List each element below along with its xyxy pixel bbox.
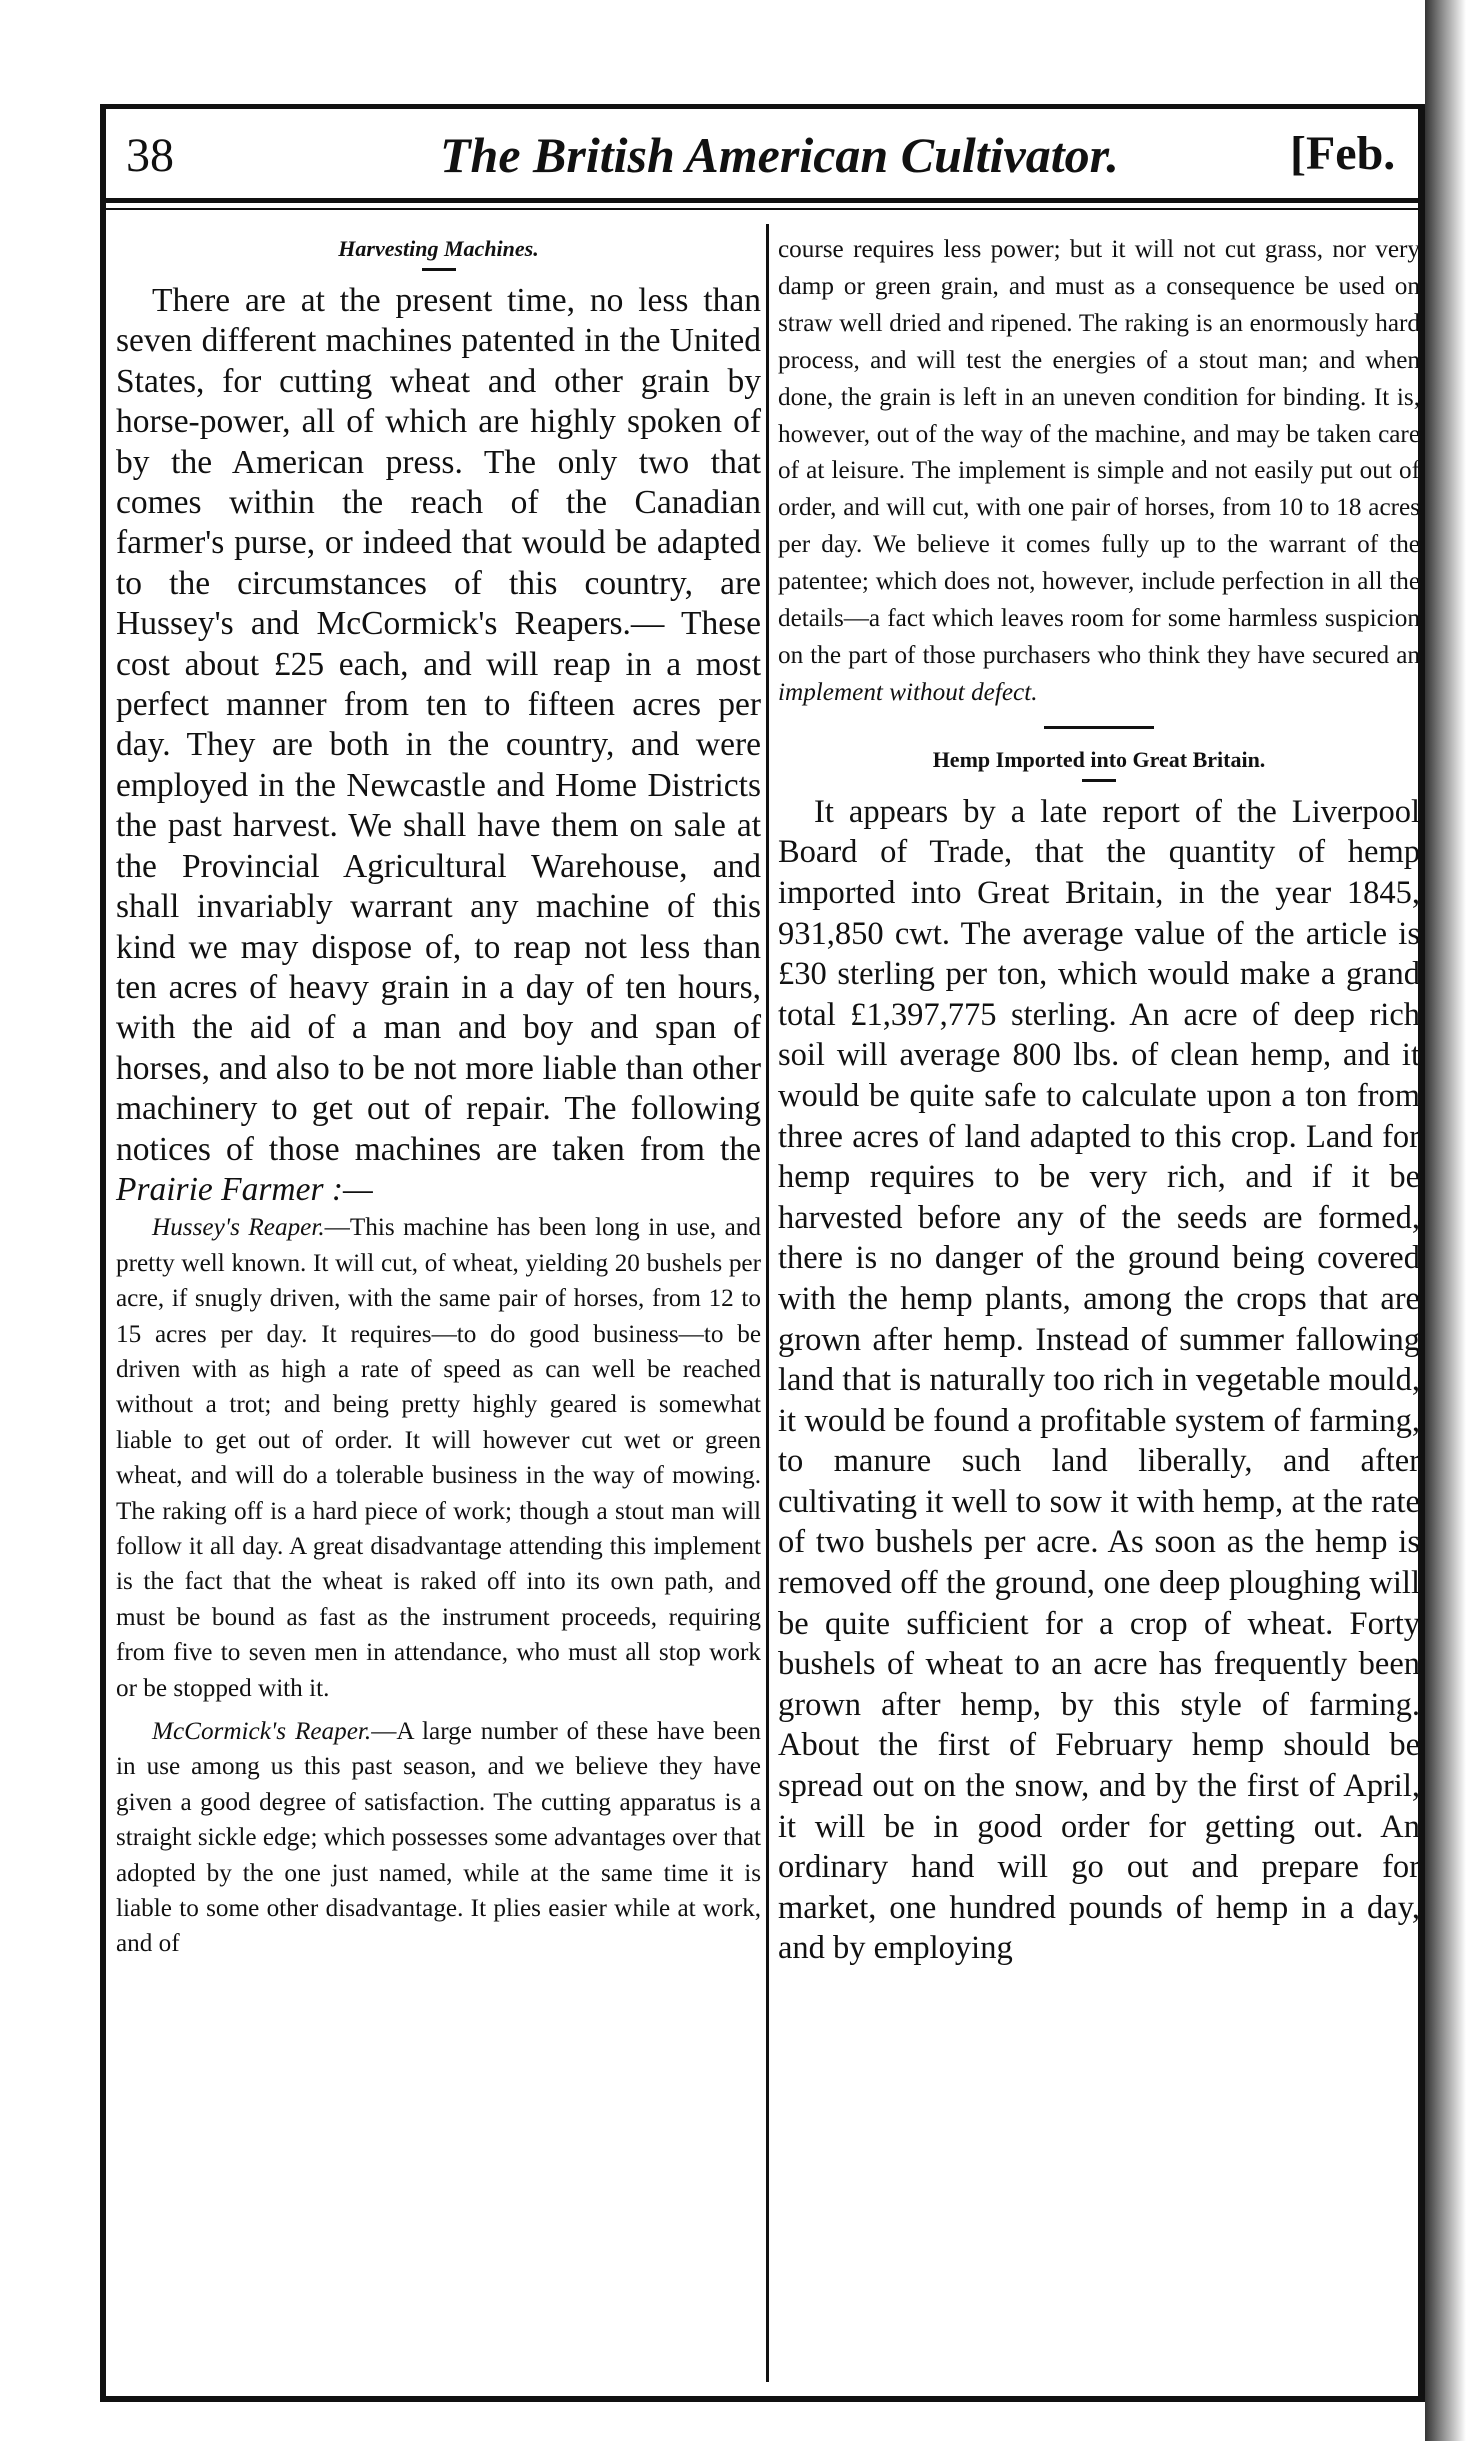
left-column	[116, 232, 761, 1962]
subheading-mccormick: McCormick's Reaper.	[152, 1718, 372, 1746]
frame-top-rule	[100, 104, 1425, 109]
issue-month: [Feb.	[1290, 127, 1396, 180]
header-thin-rule	[106, 208, 1418, 210]
page-number: 38	[126, 129, 174, 182]
frame-left-rule	[100, 104, 106, 2402]
header-thick-rule	[106, 198, 1418, 203]
source-name: Prairie Farmer :—	[116, 1170, 373, 1208]
subheading-hussey: Hussey's Reaper.	[152, 1214, 325, 1242]
column-divider	[766, 224, 769, 2382]
article-paragraph	[116, 281, 761, 1210]
right-column	[778, 232, 1420, 1969]
paragraph-text: —This machine has been long in use, and pretty well known. It will cut, of wheat, yielding 20 bushels per acre, if snugly driven, with the same pair of horses, from 12 to 15 acres per day. It requires—to do good business—to be driven with as high a rate of speed as can well be reached without a trot; and being pretty highly geared is somewhat liable to get out of order. It will however cut wet or green wheat, and will do a tolerable business in the way of mowing. The raking off is a hard piece of work; though a stout man will follow it all day. A great disadvantage attending this implement is the fact that the wheat is raked off into its own path, and must be bound as fast as the instrument proceeds, requiring from five to seven men in attendance, who must all stop work or be stopped with it.	[116, 1214, 761, 1702]
frame-bottom-rule	[100, 2396, 1425, 2402]
paragraph-end-text: implement without defect.	[778, 678, 1038, 706]
journal-title: The British American Cultivator.	[440, 127, 1119, 183]
article-heading-harvesting: Harvesting Machines.	[338, 236, 539, 261]
article-paragraph-mccormick	[116, 1714, 761, 1962]
article-divider	[1044, 726, 1154, 729]
paragraph-text: course requires less power; but it will not cut grass, nor very damp or green grain, and must as a consequence be used on straw well dried and ripened. The raking is an enormously hard process, and will test the energies of a stout man; and when done, the grain is left in an uneven condition for binding. It is, however, out of the way of the machine, and may be taken care of at leisure. The implement is simple and not easily put out of order, and will cut, with one pair of horses, from 10 to 18 acres per day. We believe it comes fully up to the warrant of the patentee; which does not, however, include perfection in all the details—a fact which leaves room for some harmless suspicion on the part of those purchasers who think they have secured an	[778, 236, 1420, 669]
heading-dash	[422, 268, 456, 271]
heading-dash	[1082, 779, 1116, 782]
article-paragraph-hemp: It appears by a late report of the Liverpool Board of Trade, that the quantity of hemp imported into Great Britain, in the year 1845, 931,850 cwt. The average value of the article is £30 sterling per ton, which would make a grand total £1,397,775 sterling. An acre of deep rich soil will average 800 lbs. of clean hemp, and it would be quite safe to calculate upon a ton from three acres of land adapted to this crop. Land for hemp requires to be very rich, and if it be harvested before any of the seeds are formed, there is no danger of the ground being covered with the hemp plants, among the crops that are grown after hemp. Instead of summer fallowing land that is naturally too rich in vegetable mould, it would be found a profitable system of farming, to manure such land liberally, and after cultivating it well to sow it with hemp, at the rate of two bushels per acre. As soon as the hemp is removed off the ground, one deep ploughing will be quite sufficient for a crop of wheat. Forty bushels of wheat to an acre has frequently been grown after hemp, by this style of farming. About the first of February hemp should be spread out on the snow, and by the first of April, it will be in good order for getting out. An ordinary hand will go out and prepare for market, one hundred pounds of hemp in a day, and by employing	[778, 793, 1420, 1967]
article-paragraph-hussey	[116, 1210, 761, 1706]
article-continuation	[778, 232, 1420, 712]
paragraph-text: —A large number of these have been in use among us this past season, and we believe they have given a good degree of satisfaction. The cutting apparatus is a straight sickle edge; which possesses some advantages over that adopted by the one just named, while at the same time it is liable to some other disadvantage. It plies easier while at work, and of	[116, 1718, 761, 1958]
article-heading-hemp: Hemp Imported into Great Britain.	[932, 746, 1266, 772]
page-edge-shadow	[1425, 0, 1466, 2441]
paragraph-text: There are at the present time, no less than seven different machines patented in the United States, for cutting wheat and other grain by horse-power, all of which are highly spoken of by the American press. The only two that comes within the reach of the Canadian farmer's purse, or indeed that would be adapted to the circumstances of this country, are Hussey's and McCormick's Reapers.— These cost about £25 each, and will reap in a most perfect manner from ten to fifteen acres per day. They are both in the country, and were employed in the Newcastle and Home Districts the past harvest. We shall have them on sale at the Provincial Agricultural Warehouse, and shall invariably warrant any machine of this kind we may dispose of, to reap not less than ten acres of heavy grain in a day of ten hours, with the aid of a man and boy and span of horses, and also to be not more liable than other machinery to get out of repair. The following notices of those machines are taken from the	[116, 282, 761, 1168]
